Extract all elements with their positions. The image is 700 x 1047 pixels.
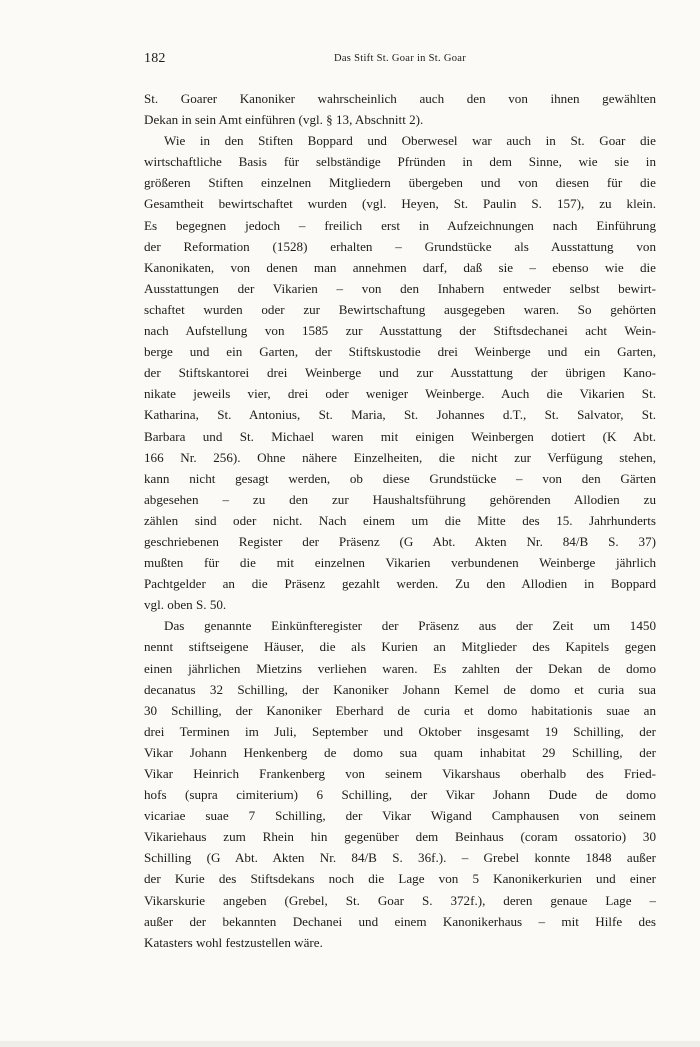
text-line: Katharina, St. Antonius, St. Maria, St. Johannes d.T., St. Salvator, St. (144, 407, 656, 423)
text-line: Dekan in sein Amt einführen (vgl. § 13, Abschnitt 2). (144, 112, 424, 128)
text-line: vgl. oben S. 50. (144, 597, 227, 613)
text-line: Katasters wohl festzustellen wäre. (144, 934, 323, 950)
text-line: berge und ein Garten, der Stiftskustodie drei Weinberge und ein Garten, (144, 344, 656, 360)
page-number: 182 (144, 51, 166, 66)
text-line: schaftet wurden oder zur Bewirtschaftung ausgegeben waren. So gehörten (144, 301, 656, 317)
text-line: wirtschaftliche Basis für selbständige Pfründen in dem Sinne, wie sie in (144, 154, 656, 170)
text-line: Kanonikaten, von denen man annehmen darf, daß sie – ebenso wie die (144, 259, 656, 275)
text-line: Schilling (G Abt. Akten Nr. 84/B S. 36f.). – Grebel konnte 1848 außer (144, 850, 656, 866)
text-line: Pachtgelder an die Präsenz gezahlt werden. Zu den Allodien in Boppard (144, 576, 656, 592)
text-line: drei Terminen im Juli, September und Oktober insgesamt 19 Schilling, der (144, 723, 656, 739)
text-line: Barbara und St. Michael waren mit einigen Weinbergen dotiert (K Abt. (144, 428, 656, 444)
text-line: 30 Schilling, der Kanoniker Eberhard de curia et domo habitationis suae an (144, 702, 656, 718)
text-line: nikate jeweils vier, drei oder weniger Weinberge. Auch die Vikarien St. (144, 386, 656, 402)
text-line: Ausstattungen der Vikarien – von den Inhabern entweder selbst bewirt- (144, 280, 656, 296)
running-head: Das Stift St. Goar in St. Goar (333, 53, 467, 64)
text-line: decanatus 32 Schilling, der Kanoniker Johann Kemel de domo et curia sua (144, 681, 656, 697)
text-line: kann nicht gesagt werden, ob diese Grundstücke – von den Gärten (144, 470, 656, 486)
text-line: einen jährlichen Mietzins verliehen waren. Es zahlten der Dekan de domo (144, 660, 656, 676)
text-line: der Kurie des Stiftsdekans noch die Lage von 5 Kanonikerkurien und einer (144, 871, 656, 887)
text-line: der Reformation (1528) erhalten – Grundstücke als Ausstattung von (144, 238, 656, 254)
text-line: der Stiftskantorei drei Weinberge und zur Ausstattung der übrigen Kano- (144, 365, 656, 381)
text-line: 166 Nr. 256). Ohne nähere Einzelheiten, die nicht zur Verfügung stehen, (144, 449, 656, 465)
body-text (144, 88, 656, 953)
text-line: Vikariehaus zum Rhein hin gegenüber dem Beinhaus (coram ossatorio) 30 (144, 829, 656, 845)
text-line: geschriebenen Register der Präsenz (G Abt. Akten Nr. 84/B S. 37) (144, 533, 656, 549)
text-line: hofs (supra cimiterium) 6 Schilling, der Vikar Johann Dude de domo (144, 787, 656, 803)
text-line: mußten für die mit einzelnen Vikarien verbundenen Weinberge jährlich (144, 555, 656, 571)
text-line: Das genannte Einkünfteregister der Präsenz aus der Zeit um 1450 (164, 618, 656, 634)
text-line: zählen sind oder nicht. Nach einem um die Mitte des 15. Jahrhunderts (144, 512, 656, 528)
text-line: Vikar Heinrich Frankenberg von seinem Vikarshaus oberhalb des Fried- (144, 766, 656, 781)
page-bottom-edge (0, 1041, 700, 1047)
text-line: außer der bekannten Dechanei und einem Kanonikerhaus – mit Hilfe des (144, 913, 656, 929)
text-line: Wie in den Stiften Boppard und Oberwesel war auch in St. Goar die (164, 133, 656, 149)
text-line: vicariae suae 7 Schilling, der Vikar Wigand Camphausen von seinem (144, 808, 656, 824)
text-line: Vikar Johann Henkenberg de domo sua quam inhabitat 29 Schilling, der (144, 744, 656, 760)
text-line: St. Goarer Kanoniker wahrscheinlich auch den von ihnen gewählten (144, 91, 656, 106)
text-line: abgesehen – zu den zur Haushaltsführung gehörenden Allodien zu (144, 491, 656, 507)
page-header (144, 51, 656, 71)
text-line: Vikarskurie angeben (Grebel, St. Goar S. 372f.), deren genaue Lage – (144, 892, 656, 908)
text-line: nach Aufstellung von 1585 zur Ausstattung der Stiftsdechanei acht Wein- (144, 323, 656, 339)
text-line: Es begegnen jedoch – freilich erst in Aufzeichnungen nach Einführung (144, 217, 656, 233)
text-line: Gesamtheit bewirtschaftet wurden (vgl. Heyen, St. Paulin S. 157), zu klein. (144, 196, 656, 212)
text-line: größeren Stiften einzelnen Mitgliedern übergeben und von diesen für die (144, 175, 656, 191)
text-line: nennt stiftseigene Häuser, die als Kurien an Mitglieder des Kapitels gegen (144, 639, 656, 655)
